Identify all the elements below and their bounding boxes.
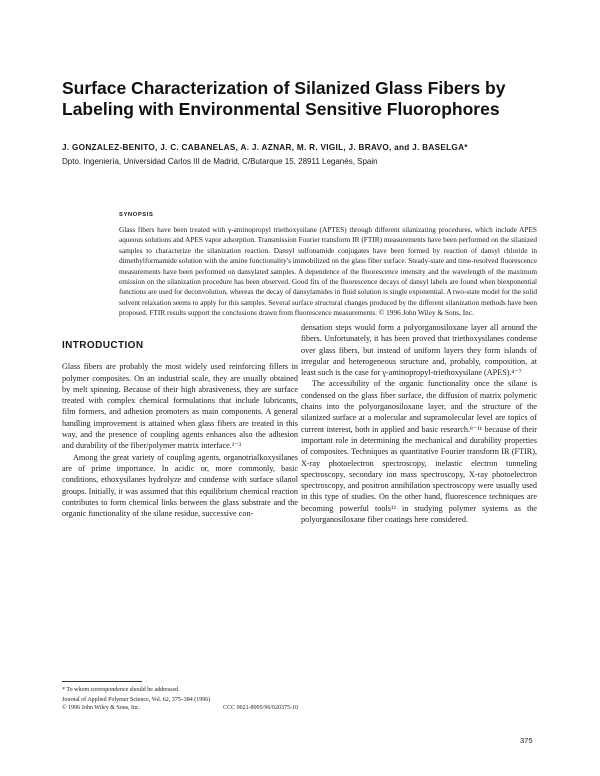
right-column — [301, 322, 537, 525]
copyright-text: © 1996 John Wiley & Sons, Inc. — [62, 705, 141, 711]
left-column — [62, 340, 298, 519]
right-paragraph-1: densation steps would form a polyorganosiloxane layer all around the fibers. Unfortunately, it has been proved that triethoxysilanes condense over glass fibers, but instead of uniform layers they form islands of irregular and heterogeneous structure and, probably, composition, at least such is the case for γ-aminopropyl-triethoxysilane (APES).⁴⁻⁷ — [301, 323, 537, 378]
copyright-row — [62, 704, 298, 712]
footnote — [62, 686, 298, 712]
introduction-heading: INTRODUCTION — [62, 340, 144, 351]
correspondence-note: * To whom correspondence should be addressed. — [62, 687, 180, 693]
affiliation: Dpto. Ingeniería, Universidad Carlos III de Madrid, C/Butarque 15, 28911 Leganés, Spain — [62, 157, 378, 166]
author-list: J. GONZALEZ-BENITO, J. C. CABANELAS, A. J. AZNAR, M. R. VIGIL, J. BRAVO, and J. BASELGA* — [62, 143, 468, 152]
page-number: 375 — [520, 736, 533, 745]
ccc-code: CCC 0021-8995/96/020375-10 — [223, 705, 298, 711]
journal-citation: Journal of Applied Polymer Science, Vol. 62, 375–384 (1996) — [62, 697, 211, 703]
synopsis-heading: SYNOPSIS — [119, 212, 154, 218]
left-paragraph-2: Among the great variety of coupling agents, organotrialkoxysilanes are of prime importance. In acidic or, more commonly, basic conditions, ethoxysilanes hydrolyze and condense with surface silanol groups. Initially, it was assumed that this equilibrium chemical reaction contributes to form chemical links between the glass substrate and the organic functionality of the silane residue, successive con- — [62, 452, 298, 519]
synopsis-text: Glass fibers have been treated with γ-aminopropyl triethoxysilane (APTES) through different silanizating procedures, which include APES aqueous solutions and APES vapor adsorption. Transmission Fourier transform IR (FTIR) measurements have been performed on the silanized samples to characterize the silanization reaction. Dansyl sulfonamide conjugates have been formed by reaction of dansyl chloride in dimethylformamide solution with the amine functionality's immobilized on the glass fiber surface. Steady-state and time-resolved fluorescence measurements have been performed on dansylated samples. A dependence of the fluorescence intensity and the wavelength of the maximum emission on the silanization procedure has been observed. Good fits of the fluorescence decays of dansyl labels are found when biexponential functions are used for deconvolution, whereas the decay of dansylamides in fluid solution is single exponential. A two-state model for the solid solvent relaxation seems to apply for this samples. Several surface structural changes produced by the different silanization methods have been proposed. FTIR results support the conclusions drawn from fluorescence measurements. © 1996 John Wiley & Sons, Inc. — [119, 225, 537, 318]
footnote-divider — [62, 681, 142, 682]
paper-title: Surface Characterization of Silanized Glass Fibers by Labeling with Environmental Sensitive Fluorophores — [62, 78, 506, 119]
left-paragraph-1: Glass fibers are probably the most widely used reinforcing fillers in polymer composites. On an industrial scale, they are usually obtained by melt spinning. Because of their high abrasiveness, they are surface treated with complex chemical formulations that include lubricants, film formers, and adhesion promoters as main components. A general handling improvement is attained when glass fibers are treated in this way, and the presence of coupling agents enhances also the adhesion and durability of the fiber/polymer matrix interface.¹⁻³ — [62, 362, 298, 451]
right-paragraph-2: The accessibility of the organic functionality once the silane is condensed on the glass fiber surface, the diffusion of matrix polymeric chains into the polyorganosiloxane layer, and the structure of the silanized surface at a molecular and supramolecular level are topics of current interest, both in applied and basic research.⁸⁻¹¹ because of their important role in determining the mechanical and durability properties of composites. Techniques as quantitative Fourier transform IR (FTIR), X-ray photoelectron spectroscopy, inelastic electron tunneling spectroscopy, secondary ion mass spectroscopy, X-ray photoelectron spectroscopy, and positron annihilation spectroscopy were usually used in this type of studies. On the other hand, fluorescence techniques are becoming powerful tools¹² in studying polymer systems as the polyorganosiloxane fiber coatings here considered. — [301, 379, 537, 525]
